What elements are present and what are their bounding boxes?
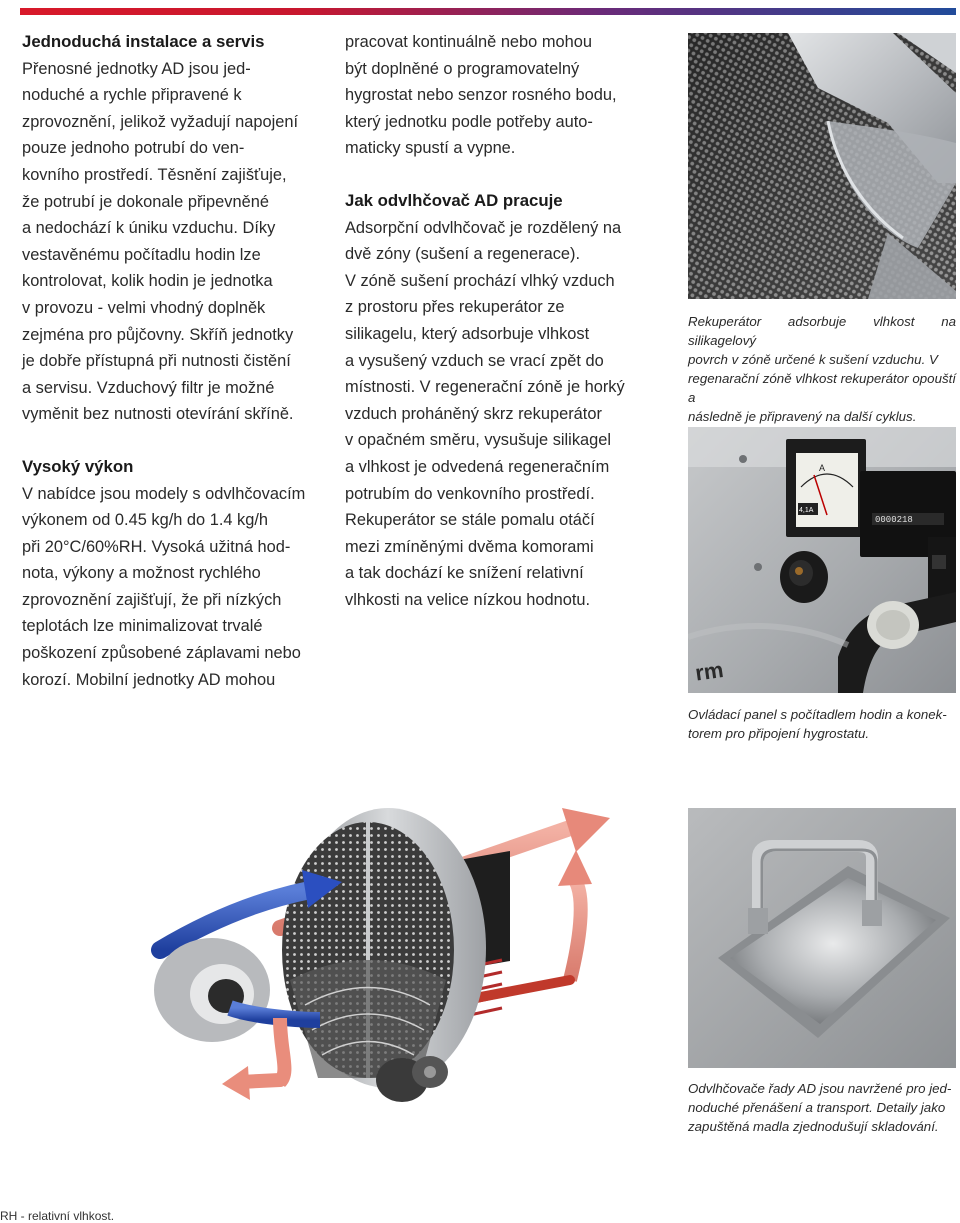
caption-line: následně je připravený na další cyklus.: [688, 409, 917, 424]
caption-line: torem pro připojení hygrostatu.: [688, 726, 870, 741]
body-line: že potrubí je dokonale připevněné: [22, 192, 269, 211]
caption-panel: [688, 705, 956, 743]
brand-gradient-bar: [20, 8, 956, 15]
body-line: Rekuperátor se stále pomalu otáčí: [345, 511, 595, 530]
body-line: Přenosné jednotky AD jsou jed-: [22, 59, 251, 78]
body-line: a vysušený vzduch se vrací zpět do: [345, 351, 604, 370]
body-line: a nedochází k úniku vzduchu. Díky: [22, 219, 276, 238]
body-line: který jednotku podle potřeby auto-: [345, 112, 593, 131]
body-line: je dobře přístupná při nutnosti čistění: [22, 352, 291, 371]
caption-line: Ovládací panel s počítadlem hodin a konek-: [688, 707, 947, 722]
caption-line: Odvlhčovače řady AD jsou navržené pro jed-: [688, 1081, 952, 1096]
body-line: vzduch proháněný skrz rekuperátor: [345, 404, 602, 423]
hour-counter: 0000218: [875, 515, 913, 525]
body-line: zprovoznění, jelikož vyžadují napojení: [22, 112, 299, 131]
body-line: pouze jednoho potrubí do ven-: [22, 139, 245, 158]
heading-installation: Jednoduchá instalace a servis: [22, 32, 265, 51]
body-line: pracovat kontinuálně nebo mohou: [345, 33, 592, 51]
ammeter-reading: 4,1A: [799, 507, 814, 514]
body-line: noduché a rychle připravené k: [22, 86, 242, 105]
left-column: [22, 29, 318, 693]
body-line: být doplněné o programovatelný: [345, 59, 580, 78]
caption-line: povrch v zóně určené k sušení vzduchu. V: [688, 352, 938, 367]
caption-handle: [688, 1079, 956, 1136]
body-line: teplotách lze minimalizovat trvalé: [22, 617, 263, 636]
body-line: zprovoznění zajišťují, že při nízkých: [22, 590, 282, 609]
body-line: výkonem od 0.45 kg/h do 1.4 kg/h: [22, 511, 269, 530]
dehumidifier-rotor-diagram: [130, 790, 630, 1110]
body-line: z prostoru přes rekuperátor ze: [345, 298, 565, 317]
body-line: mezi zmíněnými dvěma komorami: [345, 537, 594, 556]
caption-line: zapuštěná madla zjednodušují skladování.: [688, 1119, 939, 1134]
body-line: vyměnit bez nutnosti otevírání skříně.: [22, 405, 294, 424]
recessed-handle-photo: [688, 808, 956, 1068]
caption-line: regenarační zóně vlhkost rekuperátor opouští a: [688, 371, 956, 405]
body-line: maticky spustí a vypne.: [345, 139, 516, 158]
body-line: při 20°C/60%RH. Vysoká užitná hod-: [22, 537, 291, 556]
heading-how-it-works: Jak odvlhčovač AD pracuje: [345, 190, 563, 210]
body-line: silikagelu, který adsorbuje vlhkost: [345, 324, 590, 343]
ammeter-unit: A: [819, 463, 826, 473]
body-line: a servisu. Vzduchový filtr je možné: [22, 378, 275, 397]
body-line: Adsorpční odvlhčovač je rozdělený na: [345, 218, 622, 237]
body-line: místnosti. V regenerační zóně je horký: [345, 378, 625, 397]
body-line: nota, výkony a možnost rychlého: [22, 564, 261, 583]
body-line: a vlhkost je odvedená regeneračním: [345, 457, 610, 476]
body-line: korozí. Mobilní jednotky AD mohou: [22, 670, 276, 689]
body-line: vestavěnému počítadlu hodin lze: [22, 245, 261, 264]
body-line: kontrolovat, kolik hodin je jednotka: [22, 272, 273, 291]
body-line: kovního prostředí. Těsnění zajišťuje,: [22, 165, 287, 184]
caption-line: Rekuperátor adsorbuje vlhkost na silikagelový: [688, 314, 956, 348]
heading-performance: Vysoký výkon: [22, 456, 134, 476]
body-line: zejména pro půjčovny. Skříň jednotky: [22, 325, 294, 344]
body-line: vlhkosti na velice nízkou hodnotu.: [345, 590, 591, 609]
body-line: v opačném směru, vysušuje silikagel: [345, 431, 612, 450]
brand-logo-fragment: rm: [693, 656, 725, 686]
control-panel-photo: [688, 427, 956, 693]
body-line: V nabídce jsou modely s odvlhčovacím: [22, 484, 306, 503]
rotor-honeycomb-photo: [688, 33, 956, 299]
middle-column: [345, 29, 645, 613]
caption-rotor: [688, 312, 956, 426]
caption-line: noduché přenášení a transport. Detaily jako: [688, 1100, 946, 1115]
body-line: hygrostat nebo senzor rosného bodu,: [345, 86, 617, 105]
body-line: poškození způsobené záplavami nebo: [22, 644, 301, 663]
body-line: v provozu - velmi vhodný doplněk: [22, 298, 266, 317]
footnote-rh: RH - relativní vlhkost.: [0, 1209, 115, 1223]
body-line: potrubím do venkovního prostředí.: [345, 484, 595, 503]
body-line: V zóně sušení prochází vlhký vzduch: [345, 271, 615, 290]
body-line: a tak dochází ke snížení relativní: [345, 564, 584, 583]
body-line: dvě zóny (sušení a regenerace).: [345, 245, 581, 264]
